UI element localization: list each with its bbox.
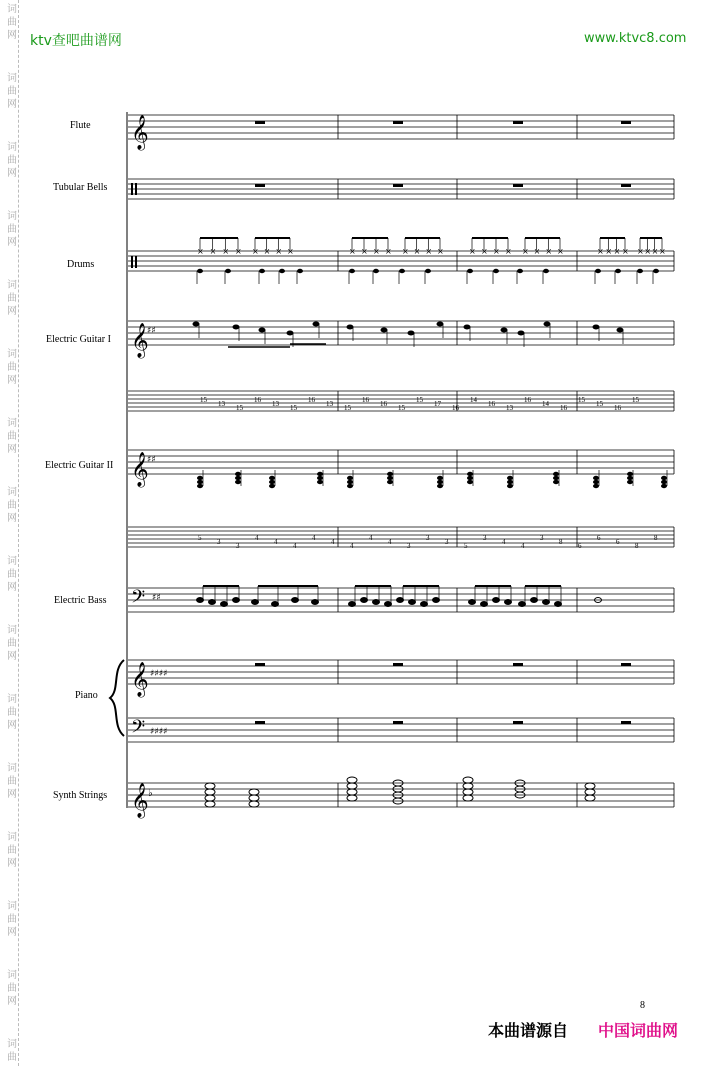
instrument-label-electric-guitar-1: Electric Guitar I [46, 334, 111, 345]
strings-chord-note [205, 795, 215, 801]
tab-number: 4 [521, 542, 525, 550]
guitar-chord-note [467, 480, 473, 484]
bass-note [252, 600, 259, 605]
whole-rest [393, 121, 403, 124]
watermark-char: 曲 [7, 362, 17, 373]
tab-number: 16 [452, 404, 459, 412]
tab-number: 15 [578, 396, 585, 404]
hihat-note: × [252, 247, 259, 256]
tab-number: 5 [464, 542, 468, 550]
bass-note [385, 602, 392, 607]
tab-number: 13 [506, 404, 513, 412]
guitar-chord-note [553, 480, 559, 484]
tab-number: 8 [654, 534, 658, 542]
strings-chord-note [347, 783, 357, 789]
drum-note [637, 269, 643, 273]
tab-number: 3 [540, 534, 544, 542]
bass-note [292, 598, 299, 603]
hihat-note: × [413, 247, 421, 256]
tab-number: 16 [362, 396, 369, 404]
strings-chord-note [463, 789, 473, 795]
strings-chord-note [585, 795, 595, 801]
drum-note [517, 269, 523, 273]
drum-note [259, 269, 265, 273]
bass-note [349, 602, 356, 607]
bass-note [409, 600, 416, 605]
tab-number: 15 [398, 404, 405, 412]
guitar-chord-note [347, 476, 353, 480]
watermark-char: 词 [7, 832, 17, 843]
guitar-chord-note [317, 472, 323, 476]
guitar-chord-note [269, 480, 275, 484]
hihat-note: × [493, 247, 500, 256]
instrument-label-electric-bass: Electric Bass [54, 595, 107, 606]
hihat-note: × [275, 247, 283, 256]
drum-note [493, 269, 499, 273]
piano-brace [110, 660, 124, 736]
watermark-char: 曲 [7, 431, 17, 442]
bass-note [469, 600, 476, 605]
hihat-note: × [644, 247, 652, 256]
watermark-char: 曲 [7, 845, 17, 856]
watermark-char: 曲 [7, 500, 17, 511]
drum-note [615, 269, 621, 273]
tab-number: 16 [560, 404, 567, 412]
watermark-char: 词 [7, 970, 17, 981]
guitar-note [287, 331, 294, 336]
key-signature: ♯♯ [152, 593, 161, 603]
watermark-char: 网 [7, 237, 17, 248]
bass-note [543, 600, 550, 605]
treble-clef: 𝄞 [131, 662, 149, 697]
guitar-chord-note [387, 480, 393, 484]
watermark-char: 网 [7, 927, 17, 938]
hihat-note: × [287, 247, 294, 256]
tab-number: 5 [198, 534, 202, 542]
key-signature: ♯♯♯♯ [150, 727, 168, 737]
watermark-char: 词 [7, 4, 17, 15]
hihat-note: × [533, 247, 541, 256]
tab-number: 6 [597, 534, 601, 542]
bass-note [481, 602, 488, 607]
bass-clef: 𝄢 [131, 587, 146, 612]
hihat-note: × [373, 247, 380, 256]
guitar-note [233, 325, 240, 330]
hihat-note: × [545, 247, 553, 256]
watermark-char: 网 [7, 444, 17, 455]
whole-rest [621, 663, 631, 666]
percussion-clef [131, 183, 133, 195]
bass-note [197, 598, 204, 603]
hihat-note: × [469, 247, 476, 256]
tab-number: 6 [616, 538, 620, 546]
strings-chord-note [205, 783, 215, 789]
strings-chord-note [205, 801, 215, 807]
watermark-char: 词 [7, 625, 17, 636]
watermark-char: 词 [7, 487, 17, 498]
tab-number: 14 [470, 396, 477, 404]
hihat-note: × [597, 247, 604, 256]
tab-number: 4 [274, 538, 278, 546]
guitar-chord-note [627, 480, 633, 484]
guitar-note [617, 328, 624, 333]
guitar-chord-note [197, 476, 203, 480]
tab-number: 3 [217, 538, 221, 546]
guitar-chord-note [269, 484, 275, 488]
drum-note [467, 269, 473, 273]
site-url-right[interactable]: www.ktvc8.com [584, 31, 687, 46]
whole-rest [513, 121, 523, 124]
tab-number: 3 [407, 542, 411, 550]
strings-chord-note [249, 795, 259, 801]
guitar-chord-note [197, 484, 203, 488]
whole-rest [513, 184, 523, 187]
tab-number: 16 [308, 396, 315, 404]
tab-number: 15 [200, 396, 207, 404]
guitar-chord-note [507, 480, 513, 484]
guitar-note [347, 325, 354, 330]
guitar-chord-note [317, 480, 323, 484]
tab-number: 16 [488, 400, 495, 408]
whole-rest [255, 184, 265, 187]
watermark-char: 网 [7, 375, 17, 386]
whole-rest [513, 721, 523, 724]
hihat-note: × [613, 247, 621, 256]
watermark-char: 曲 [7, 1052, 17, 1063]
drum-note [543, 269, 549, 273]
watermark-char: 词 [7, 694, 17, 705]
tab-number: 6 [578, 542, 582, 550]
hihat-note: × [637, 247, 644, 256]
key-signature: ♭ [148, 788, 153, 799]
whole-rest [393, 721, 403, 724]
key-signature: ♯♯♯♯ [150, 669, 168, 679]
whole-rest [255, 721, 265, 724]
strings-chord-note [347, 777, 357, 783]
hihat-note: × [197, 247, 204, 256]
drum-note [349, 269, 355, 273]
percussion-clef [135, 183, 137, 195]
guitar-note [593, 325, 600, 330]
bass-note [421, 602, 428, 607]
watermark-char: 曲 [7, 293, 17, 304]
tab-number: 15 [632, 396, 639, 404]
hihat-note: × [263, 247, 271, 256]
bass-clef: 𝄢 [131, 717, 146, 742]
tab-number: 4 [255, 534, 259, 542]
whole-rest [255, 663, 265, 666]
key-signature: ♯♯ [147, 326, 156, 336]
bass-note [221, 602, 228, 607]
guitar-chord-note [553, 472, 559, 476]
tab-number: 4 [293, 542, 297, 550]
page-number: 8 [640, 1000, 645, 1011]
guitar-chord-note [593, 476, 599, 480]
watermark-char: 曲 [7, 17, 17, 28]
tab-number: 3 [236, 542, 240, 550]
strings-chord-note [249, 789, 259, 795]
guitar-note [408, 331, 415, 336]
strings-chord-note [463, 795, 473, 801]
tab-number: 17 [434, 400, 441, 408]
watermark-char: 词 [7, 556, 17, 567]
tab-number: 16 [254, 396, 261, 404]
bass-note [493, 598, 500, 603]
treble-clef: 𝄞 [131, 115, 149, 150]
tab-number: 14 [542, 400, 549, 408]
drum-note [297, 269, 303, 273]
tab-number: 4 [350, 542, 354, 550]
watermark-char: 网 [7, 858, 17, 869]
tab-number: 4 [331, 538, 335, 546]
guitar-chord-note [347, 480, 353, 484]
bass-note [505, 600, 512, 605]
strings-chord-note [205, 789, 215, 795]
treble-clef: 𝄞 [131, 452, 149, 487]
guitar-note [518, 331, 525, 336]
hihat-note: × [222, 247, 230, 256]
guitar-chord-note [197, 480, 203, 484]
tab-number: 8 [635, 542, 639, 550]
whole-rest [393, 663, 403, 666]
hihat-note: × [481, 247, 488, 256]
watermark-char: 词 [7, 73, 17, 84]
drum-note [595, 269, 601, 273]
instrument-label-drums: Drums [67, 259, 95, 270]
instrument-label-flute: Flute [70, 120, 91, 131]
strings-chord-note [347, 795, 357, 801]
guitar-chord-note [507, 476, 513, 480]
hihat-note: × [622, 247, 629, 256]
watermark-char: 网 [7, 306, 17, 317]
guitar-chord-note [627, 472, 633, 476]
hihat-note: × [651, 247, 659, 256]
strings-chord-note [463, 777, 473, 783]
watermark-char: 曲 [7, 638, 17, 649]
hihat-note: × [402, 247, 409, 256]
guitar-chord-note [437, 476, 443, 480]
watermark-char: 网 [7, 720, 17, 731]
watermark-char: 曲 [7, 983, 17, 994]
watermark-char: 网 [7, 513, 17, 524]
tab-number: 8 [559, 538, 563, 546]
drum-note [425, 269, 431, 273]
instrument-label-synth-strings: Synth Strings [53, 790, 108, 801]
bass-note [233, 598, 240, 603]
hihat-note: × [522, 247, 529, 256]
watermark-char: 词 [7, 1039, 17, 1050]
tab-number: 4 [388, 538, 392, 546]
watermark-char: 网 [7, 30, 17, 41]
hihat-note: × [425, 247, 433, 256]
guitar-chord-note [387, 476, 393, 480]
watermark-char: 曲 [7, 776, 17, 787]
watermark-char: 曲 [7, 707, 17, 718]
guitar-note [544, 322, 551, 327]
percussion-clef [131, 256, 133, 268]
guitar-chord-note [235, 472, 241, 476]
guitar-chord-note [467, 472, 473, 476]
watermark-char: 词 [7, 142, 17, 153]
bass-note [555, 602, 562, 607]
watermark-char: 词 [7, 418, 17, 429]
site-name-left[interactable]: ktv查吧曲谱网 [30, 33, 122, 49]
tab-number: 13 [272, 400, 279, 408]
guitar-chord-note [593, 480, 599, 484]
watermark-char: 词 [7, 280, 17, 291]
drum-note [225, 269, 231, 273]
instrument-label-electric-guitar-2: Electric Guitar II [45, 460, 114, 471]
whole-rest [513, 663, 523, 666]
tab-number: 13 [326, 400, 333, 408]
drum-note [399, 269, 405, 273]
guitar-chord-note [347, 484, 353, 488]
watermark-char: 曲 [7, 224, 17, 235]
guitar-note [381, 328, 388, 333]
tab-number: 16 [614, 404, 621, 412]
drum-note [197, 269, 203, 273]
watermark-char: 网 [7, 996, 17, 1007]
watermark-char: 曲 [7, 86, 17, 97]
bass-note [397, 598, 404, 603]
hihat-note: × [605, 247, 613, 256]
watermark-char: 网 [7, 789, 17, 800]
bass-note [531, 598, 538, 603]
tab-number: 3 [426, 534, 430, 542]
guitar-chord-note [467, 476, 473, 480]
tab-number: 15 [236, 404, 243, 412]
watermark-char: 网 [7, 582, 17, 593]
tab-number: 15 [344, 404, 351, 412]
treble-clef: 𝄞 [131, 783, 149, 818]
guitar-chord-note [593, 484, 599, 488]
watermark-char: 网 [7, 99, 17, 110]
guitar-chord-note [661, 484, 667, 488]
tab-number: 4 [312, 534, 316, 542]
hihat-note: × [349, 247, 356, 256]
guitar-chord-note [387, 472, 393, 476]
percussion-clef [135, 256, 137, 268]
guitar-chord-note [507, 484, 513, 488]
watermark-char: 词 [7, 901, 17, 912]
whole-rest [255, 121, 265, 124]
hihat-note: × [557, 247, 564, 256]
watermark-char: 曲 [7, 569, 17, 580]
guitar-note [313, 322, 320, 327]
guitar-note [193, 322, 200, 327]
hihat-note: × [235, 247, 242, 256]
tab-number: 15 [290, 404, 297, 412]
watermark-char: 词 [7, 349, 17, 360]
instrument-label-piano: Piano [75, 690, 98, 701]
guitar-chord-note [661, 476, 667, 480]
hihat-note: × [505, 247, 512, 256]
tab-number: 16 [380, 400, 387, 408]
tab-number: 15 [596, 400, 603, 408]
drum-note [653, 269, 659, 273]
guitar-chord-note [269, 476, 275, 480]
guitar-chord-note [437, 480, 443, 484]
guitar-chord-note [235, 476, 241, 480]
strings-chord-note [463, 783, 473, 789]
guitar-chord-note [661, 480, 667, 484]
strings-chord-note [347, 789, 357, 795]
guitar-chord-note [553, 476, 559, 480]
whole-rest [621, 721, 631, 724]
watermark-char: 网 [7, 651, 17, 662]
bass-note [373, 600, 380, 605]
watermark-char: 曲 [7, 914, 17, 925]
hihat-note: × [385, 247, 392, 256]
guitar-chord-note [627, 476, 633, 480]
treble-clef: 𝄞 [131, 323, 149, 358]
drum-note [373, 269, 379, 273]
tab-number: 4 [502, 538, 506, 546]
tab-number: 15 [416, 396, 423, 404]
watermark-char: 词 [7, 763, 17, 774]
guitar-note [437, 322, 444, 327]
drum-note [279, 269, 285, 273]
tab-number: 4 [369, 534, 373, 542]
hihat-note: × [659, 247, 666, 256]
footer-source-name[interactable]: 中国词曲网 [598, 1021, 679, 1040]
guitar-chord-note [235, 480, 241, 484]
strings-chord-note [585, 789, 595, 795]
bass-note [519, 602, 526, 607]
guitar-note [259, 328, 266, 333]
bass-note [312, 600, 319, 605]
strings-chord-note [249, 801, 259, 807]
footer-source-label: 本曲谱源自 [488, 1021, 569, 1040]
instrument-label-tubular-bells: Tubular Bells [53, 182, 108, 193]
tab-number: 13 [218, 400, 225, 408]
whole-rest [393, 184, 403, 187]
bass-note [361, 598, 368, 603]
whole-rest [621, 184, 631, 187]
tab-number: 3 [483, 534, 487, 542]
strings-chord-note [585, 783, 595, 789]
guitar-note [464, 325, 471, 330]
hihat-note: × [437, 247, 444, 256]
watermark-char: 曲 [7, 155, 17, 166]
bass-note [272, 602, 279, 607]
tab-number: 3 [445, 538, 449, 546]
watermark-char: 网 [7, 168, 17, 179]
whole-rest [621, 121, 631, 124]
hihat-note: × [209, 247, 217, 256]
hihat-note: × [361, 247, 368, 256]
guitar-note [501, 328, 508, 333]
tab-number: 16 [524, 396, 531, 404]
bass-note [209, 600, 216, 605]
guitar-chord-note [437, 484, 443, 488]
watermark-char: 词 [7, 211, 17, 222]
bass-note [433, 598, 440, 603]
key-signature: ♯♯ [147, 455, 156, 465]
guitar-chord-note [317, 476, 323, 480]
